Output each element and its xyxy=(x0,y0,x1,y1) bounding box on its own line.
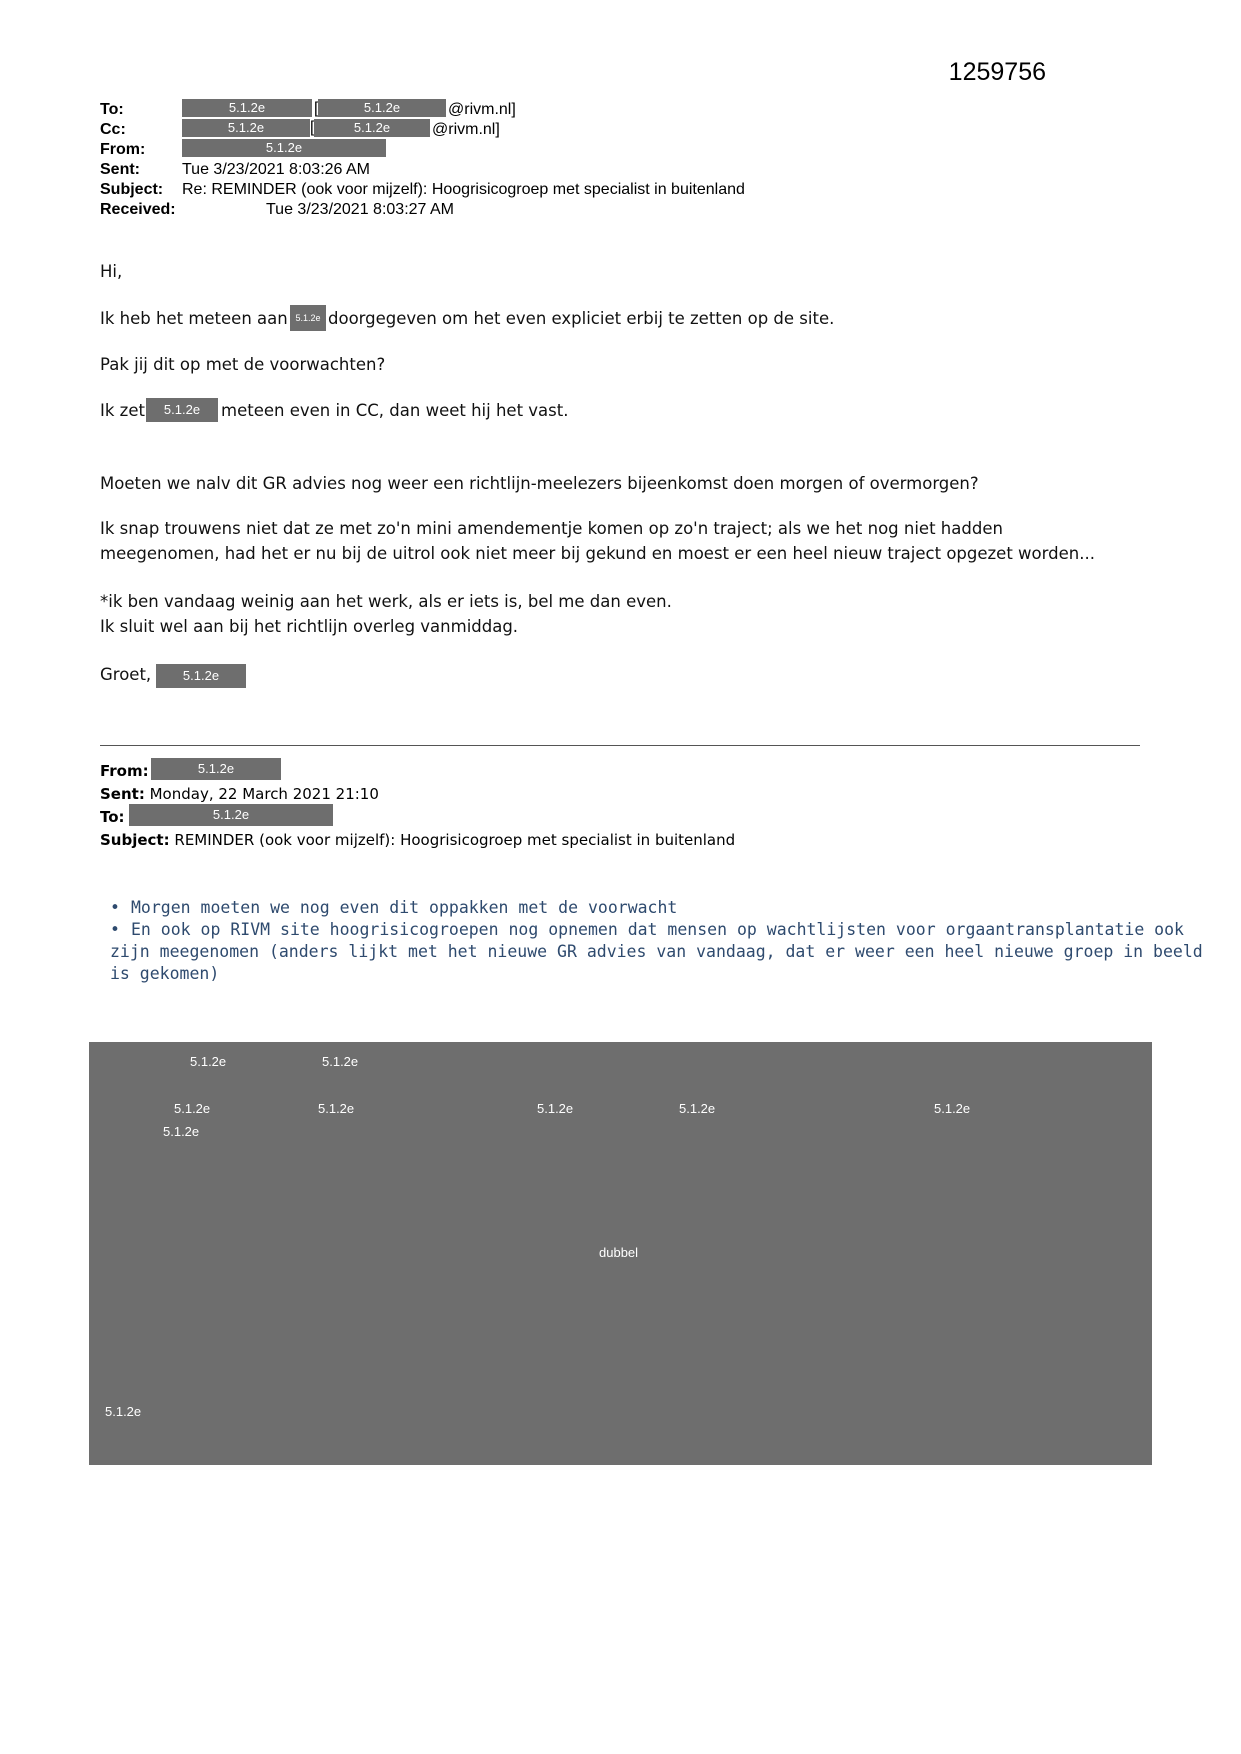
to-label: To: xyxy=(100,101,124,118)
received-value: Tue 3/23/2021 8:03:27 AM xyxy=(266,201,454,218)
paragraph-6-line-2: Ik sluit wel aan bij het richtlijn overleg vanmiddag. xyxy=(100,617,519,636)
list-item: Morgen moeten we nog even dit oppakken met de voorwacht xyxy=(131,898,678,917)
list-item: En ook op RIVM site hoogrisicogroepen nog opnemen dat mensen op wachtlijsten voor orgaantransplantatie ook xyxy=(131,920,1184,939)
redaction-box: 5.1.2e xyxy=(146,398,218,422)
redaction-label: 5.1.2e xyxy=(163,1124,200,1139)
redaction-box: 5.1.2e xyxy=(151,758,281,780)
paragraph-2: Pak jij dit op met de voorwachten? xyxy=(100,355,386,374)
fwd-from-label: From: xyxy=(100,762,149,780)
redaction-label: 5.1.2e xyxy=(679,1101,716,1116)
redaction-box: 5.1.2e xyxy=(182,119,310,137)
redaction-box: 5.1.2e xyxy=(318,99,446,117)
redaction-label: 5.1.2e xyxy=(190,1054,227,1069)
fwd-to-label: To: xyxy=(100,808,125,826)
fwd-sent-line: Sent: Monday, 22 March 2021 21:10 xyxy=(100,785,379,803)
cc-bracket: [ xyxy=(310,119,315,136)
sent-label: Sent: xyxy=(100,161,140,178)
redaction-box: 5.1.2e xyxy=(182,99,312,117)
redaction-box: 5.1.2e xyxy=(290,305,326,331)
from-label: From: xyxy=(100,141,146,158)
cc-address-suffix: @rivm.nl] xyxy=(432,121,500,138)
paragraph-3-end: meteen even in CC, dan weet hij het vast. xyxy=(221,401,569,420)
paragraph-5-line-2: meegenomen, had het er nu bij de uitrol ook niet meer bij gekund en moest er een heel nieuw traject opgezet worden... xyxy=(100,544,1095,563)
redaction-label: 5.1.2e xyxy=(322,1054,359,1069)
received-label: Received: xyxy=(100,201,176,218)
fwd-sent-value: Monday, 22 March 2021 21:10 xyxy=(149,785,379,803)
divider xyxy=(100,745,1140,746)
paragraph-4: Moeten we nalv dit GR advies nog weer een richtlijn-meelezers bijeenkomst doen morgen of overmorgen? xyxy=(100,474,979,493)
redaction-box: 5.1.2e xyxy=(156,664,246,688)
redaction-box: 5.1.2e xyxy=(314,119,430,137)
redaction-label: 5.1.2e xyxy=(174,1101,211,1116)
greeting: Hi, xyxy=(100,262,123,281)
to-address-suffix: @rivm.nl] xyxy=(448,101,516,118)
paragraph-5-line-1: Ik snap trouwens niet dat ze met zo'n mini amendementje komen op zo'n traject; als we het nog niet hadden xyxy=(100,519,1003,538)
block-label: dubbel xyxy=(599,1245,639,1260)
paragraph-3-start: Ik zet xyxy=(100,401,145,420)
document-id: 1259756 xyxy=(948,58,1046,86)
paragraph-6-line-1: *ik ben vandaag weinig aan het werk, als er iets is, bel me dan even. xyxy=(100,592,672,611)
redaction-box: 5.1.2e xyxy=(182,139,386,157)
to-bracket: [ xyxy=(314,100,319,117)
subject-value: Re: REMINDER (ook voor mijzelf): Hoogrisicogroep met specialist in buitenland xyxy=(182,181,745,198)
redaction-box: 5.1.2e xyxy=(129,804,333,826)
redacted-block xyxy=(89,1042,1152,1465)
paragraph-1-end: doorgegeven om het even expliciet erbij te zetten op de site. xyxy=(328,309,835,328)
cc-label: Cc: xyxy=(100,121,126,138)
bullet-dot: • xyxy=(110,898,120,917)
subject-label: Subject: xyxy=(100,181,164,198)
sent-value: Tue 3/23/2021 8:03:26 AM xyxy=(182,161,370,178)
fwd-subject-value: REMINDER (ook voor mijzelf): Hoogrisicogroep met specialist in buitenland xyxy=(174,831,736,849)
redaction-label: 5.1.2e xyxy=(105,1404,142,1419)
fwd-subject-line: Subject: REMINDER (ook voor mijzelf): Hoogrisicogroep met specialist in buitenland xyxy=(100,831,736,849)
redaction-label: 5.1.2e xyxy=(537,1101,574,1116)
list-item-continuation: is gekomen) xyxy=(110,964,220,983)
bullet-dot: • xyxy=(110,920,120,939)
redaction-label: 5.1.2e xyxy=(318,1101,355,1116)
signoff: Groet, xyxy=(100,665,152,684)
list-item-continuation: zijn meegenomen (anders lijkt met het nieuwe GR advies van vandaag, dat er weer een heel nieuwe groep in beeld xyxy=(110,942,1203,961)
paragraph-1-start: Ik heb het meteen aan xyxy=(100,309,288,328)
redaction-label: 5.1.2e xyxy=(934,1101,971,1116)
